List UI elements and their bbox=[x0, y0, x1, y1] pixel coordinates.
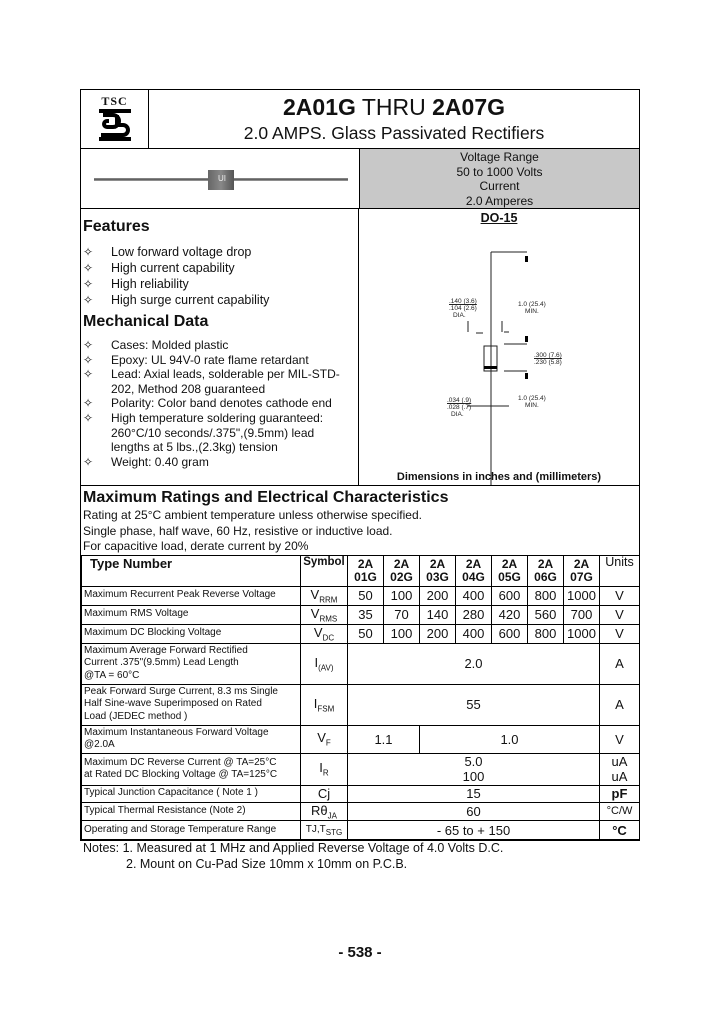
mech-item bbox=[83, 353, 358, 368]
diamond-bullet-icon: ✧ bbox=[83, 352, 94, 367]
unit-cell: V bbox=[600, 624, 640, 643]
value-cell: 140 bbox=[420, 605, 456, 624]
feature-text: High surge current capability bbox=[111, 293, 270, 307]
feature-item bbox=[83, 276, 358, 292]
diamond-bullet-icon: ✧ bbox=[83, 367, 94, 382]
thru-label: THRU bbox=[355, 94, 433, 120]
value-cell: 800 bbox=[528, 586, 564, 605]
value-cell: 400 bbox=[456, 586, 492, 605]
lead-length-bottom-dim: 1.0 (25.4) MIN. bbox=[518, 395, 546, 409]
diode-lead-right bbox=[232, 178, 348, 181]
param-cell: Peak Forward Surge Current, 8.3 ms Single Half Sine-wave Superimposed on Rated Load (JEDEC method ) bbox=[82, 684, 301, 725]
features-package-row bbox=[81, 209, 639, 486]
symbol-cell: $V_{RRM}$ bbox=[301, 586, 348, 605]
param-cell: Maximum Instantaneous Forward Voltage @2.0A bbox=[82, 725, 301, 753]
param-cell: Maximum DC Reverse Current @ TA=25°C at Rated DC Blocking Voltage @ TA=125°C bbox=[82, 753, 301, 785]
symbol-cell: $V_F$ bbox=[301, 725, 348, 753]
rating-condition: For capacitive load, derate current by 20% bbox=[83, 539, 309, 553]
mech-item bbox=[83, 367, 358, 396]
dimensions-caption: Dimensions in inches and (millimeters) bbox=[396, 471, 602, 483]
value-cell: 400 bbox=[456, 624, 492, 643]
value-cell: 2.0 bbox=[348, 643, 600, 684]
diamond-bullet-icon: ✧ bbox=[83, 277, 94, 291]
part-header: 2A 07G bbox=[564, 555, 600, 586]
value-cell: 800 bbox=[528, 624, 564, 643]
rating-condition: Rating at 25°C ambient temperature unless otherwise specified. bbox=[83, 508, 422, 522]
feature-item bbox=[83, 260, 358, 276]
param-cell: Operating and Storage Temperature Range bbox=[82, 821, 301, 840]
mech-text: Epoxy: UL 94V-0 rate flame retardant bbox=[111, 352, 309, 367]
part-header: 2A 01G bbox=[348, 555, 384, 586]
value-cell: 280 bbox=[456, 605, 492, 624]
value-cell: 50 bbox=[348, 624, 384, 643]
value-cell: 560 bbox=[528, 605, 564, 624]
value-cell: 600 bbox=[492, 586, 528, 605]
mech-text: High temperature soldering guaranteed: 260°C/10 seconds/.375",(9.5mm) lead lengths at 5 lbs.,(2.3kg) tension bbox=[111, 410, 324, 455]
symbol-cell: $I_R$ bbox=[301, 753, 348, 785]
table-row bbox=[82, 684, 640, 725]
tsc-logo bbox=[81, 90, 149, 148]
value-cell: 55 bbox=[348, 684, 600, 725]
part-header: 2A 05G bbox=[492, 555, 528, 586]
unit-cell: V bbox=[600, 725, 640, 753]
tsc-logo-icon bbox=[97, 107, 133, 143]
param-cell: Typical Junction Capacitance ( Note 1 ) bbox=[82, 785, 301, 802]
table-row bbox=[82, 821, 640, 840]
symbol-cell: $R\theta_{JA}$ bbox=[301, 802, 348, 821]
unit-cell: A bbox=[600, 684, 640, 725]
header-row bbox=[81, 90, 639, 149]
unit-cell: uA uA bbox=[600, 753, 640, 785]
image-spec-row bbox=[81, 149, 639, 209]
value-cell: 1000 bbox=[564, 586, 600, 605]
symbol-cell: $I_{(AV)}$ bbox=[301, 643, 348, 684]
value-cell: 35 bbox=[348, 605, 384, 624]
table-row bbox=[82, 624, 640, 643]
part-header: 2A 02G bbox=[384, 555, 420, 586]
value-cell: 600 bbox=[492, 624, 528, 643]
note-2: 2. Mount on Cu-Pad Size 10mm x 10mm on P.C.B. bbox=[126, 857, 408, 871]
current-label: Current bbox=[479, 179, 520, 193]
mech-text: Weight: 0.40 gram bbox=[111, 454, 209, 469]
part-end: 2A07G bbox=[432, 94, 505, 120]
value-cell: 200 bbox=[420, 624, 456, 643]
features-section bbox=[81, 209, 359, 485]
datasheet-frame bbox=[80, 89, 640, 841]
value-cell: 1.1 bbox=[348, 725, 420, 753]
param-cell: Maximum Average Forward Rectified Current .375"(9.5mm) Lead Length @TA = 60°C bbox=[82, 643, 301, 684]
diode-photo bbox=[81, 149, 360, 208]
diamond-bullet-icon: ✧ bbox=[83, 454, 94, 469]
body-length-dim: .300 (7.6) .230 (5.8) bbox=[534, 352, 562, 366]
part-start: 2A01G bbox=[283, 94, 356, 120]
diode-lead-left bbox=[94, 178, 210, 181]
symbol-cell: Cj bbox=[301, 785, 348, 802]
features-title: Features bbox=[83, 218, 150, 235]
note-1: Notes: 1. Measured at 1 MHz and Applied Reverse Voltage of 4.0 Volts D.C. bbox=[83, 841, 504, 855]
table-row bbox=[82, 785, 640, 802]
unit-cell: pF bbox=[600, 785, 640, 802]
notes bbox=[83, 840, 503, 872]
ratings-table bbox=[81, 555, 640, 841]
value-cell: 420 bbox=[492, 605, 528, 624]
mechanical-list bbox=[83, 338, 358, 469]
voltage-range-value: 50 to 1000 Volts bbox=[456, 164, 543, 179]
value-cell: 15 bbox=[348, 785, 600, 802]
part-header: 2A 06G bbox=[528, 555, 564, 586]
unit-cell: °C bbox=[600, 821, 640, 840]
page-subtitle: 2.0 AMPS. Glass Passivated Rectifiers bbox=[243, 123, 545, 143]
unit-cell: °C/W bbox=[600, 802, 640, 821]
mechanical-title: Mechanical Data bbox=[83, 313, 209, 330]
value-cell: 100 bbox=[384, 624, 420, 643]
diode-body-icon: UI bbox=[208, 170, 234, 190]
ratings-title: Maximum Ratings and Electrical Characteristics bbox=[83, 489, 449, 506]
symbol-cell: $I_{FSM}$ bbox=[301, 684, 348, 725]
feature-text: Low forward voltage drop bbox=[111, 245, 252, 259]
value-cell: 1.0 bbox=[420, 725, 600, 753]
mech-text: Polarity: Color band denotes cathode end bbox=[111, 396, 332, 411]
table-row bbox=[82, 605, 640, 624]
value-cell: - 65 to + 150 bbox=[348, 821, 600, 840]
table-row bbox=[82, 802, 640, 821]
value-cell: 50 bbox=[348, 586, 384, 605]
mech-item bbox=[83, 338, 358, 353]
feature-text: High reliability bbox=[111, 277, 189, 291]
package-drawing-section bbox=[359, 209, 639, 485]
value-cell: 60 bbox=[348, 802, 600, 821]
package-name: DO-15 bbox=[480, 211, 518, 225]
param-cell: Maximum Recurrent Peak Reverse Voltage bbox=[82, 586, 301, 605]
param-cell: Maximum DC Blocking Voltage bbox=[82, 624, 301, 643]
table-header-row bbox=[82, 555, 640, 586]
value-cell: 1000 bbox=[564, 624, 600, 643]
table-row bbox=[82, 586, 640, 605]
rating-condition: Single phase, half wave, 60 Hz, resistive or inductive load. bbox=[83, 523, 393, 538]
diamond-bullet-icon: ✧ bbox=[83, 261, 94, 275]
type-number-header: Type Number bbox=[82, 555, 301, 586]
symbol-header: Symbol bbox=[301, 555, 348, 586]
spec-box bbox=[360, 149, 639, 208]
value-cell: 200 bbox=[420, 586, 456, 605]
body-diameter-dim: .140 (3.6) .104 (2.6) DIA. bbox=[449, 298, 477, 319]
do15-outline-diagram bbox=[359, 209, 640, 485]
mech-text: Lead: Axial leads, solderable per MIL-STD- 202, Method 208 guaranteed bbox=[111, 367, 340, 396]
part-header: 2A 04G bbox=[456, 555, 492, 586]
param-cell: Typical Thermal Resistance (Note 2) bbox=[82, 802, 301, 821]
unit-cell: V bbox=[600, 586, 640, 605]
unit-cell: A bbox=[600, 643, 640, 684]
symbol-cell: $TJ,T_{STG}$ bbox=[301, 821, 348, 840]
diamond-bullet-icon: ✧ bbox=[83, 245, 94, 259]
page-title bbox=[149, 92, 639, 122]
diamond-bullet-icon: ✧ bbox=[83, 293, 94, 307]
diamond-bullet-icon: ✧ bbox=[83, 396, 94, 411]
feature-item bbox=[83, 244, 358, 260]
diamond-bullet-icon: ✧ bbox=[83, 410, 94, 425]
param-cell: Maximum RMS Voltage bbox=[82, 605, 301, 624]
part-header: 2A 03G bbox=[420, 555, 456, 586]
page-number: - 538 - bbox=[338, 944, 382, 961]
mech-item bbox=[83, 411, 358, 455]
title-block bbox=[149, 90, 639, 148]
voltage-range-label: Voltage Range bbox=[460, 150, 539, 164]
lead-length-top-dim: 1.0 (25.4) MIN. bbox=[518, 301, 546, 315]
feature-text: High current capability bbox=[111, 261, 235, 275]
value-cell: 700 bbox=[564, 605, 600, 624]
ratings-section bbox=[81, 486, 639, 555]
feature-item bbox=[83, 292, 358, 308]
unit-cell: V bbox=[600, 605, 640, 624]
diamond-bullet-icon: ✧ bbox=[83, 338, 94, 352]
features-list bbox=[83, 244, 358, 308]
mech-text: Cases: Molded plastic bbox=[111, 338, 229, 352]
units-header: Units bbox=[600, 555, 640, 586]
current-value: 2.0 Amperes bbox=[465, 193, 534, 208]
logo-text: TSC bbox=[101, 94, 128, 108]
mech-item bbox=[83, 396, 358, 411]
lead-diameter-dim: .034 (.9) .028 (.7) DIA. bbox=[447, 397, 472, 418]
value-cell: 100 bbox=[384, 586, 420, 605]
mech-item bbox=[83, 455, 358, 470]
table-row bbox=[82, 753, 640, 785]
table-row bbox=[82, 725, 640, 753]
symbol-cell: $V_{RMS}$ bbox=[301, 605, 348, 624]
symbol-cell: $V_{DC}$ bbox=[301, 624, 348, 643]
value-cell: 5.0 100 bbox=[348, 753, 600, 785]
value-cell: 70 bbox=[384, 605, 420, 624]
table-row bbox=[82, 643, 640, 684]
